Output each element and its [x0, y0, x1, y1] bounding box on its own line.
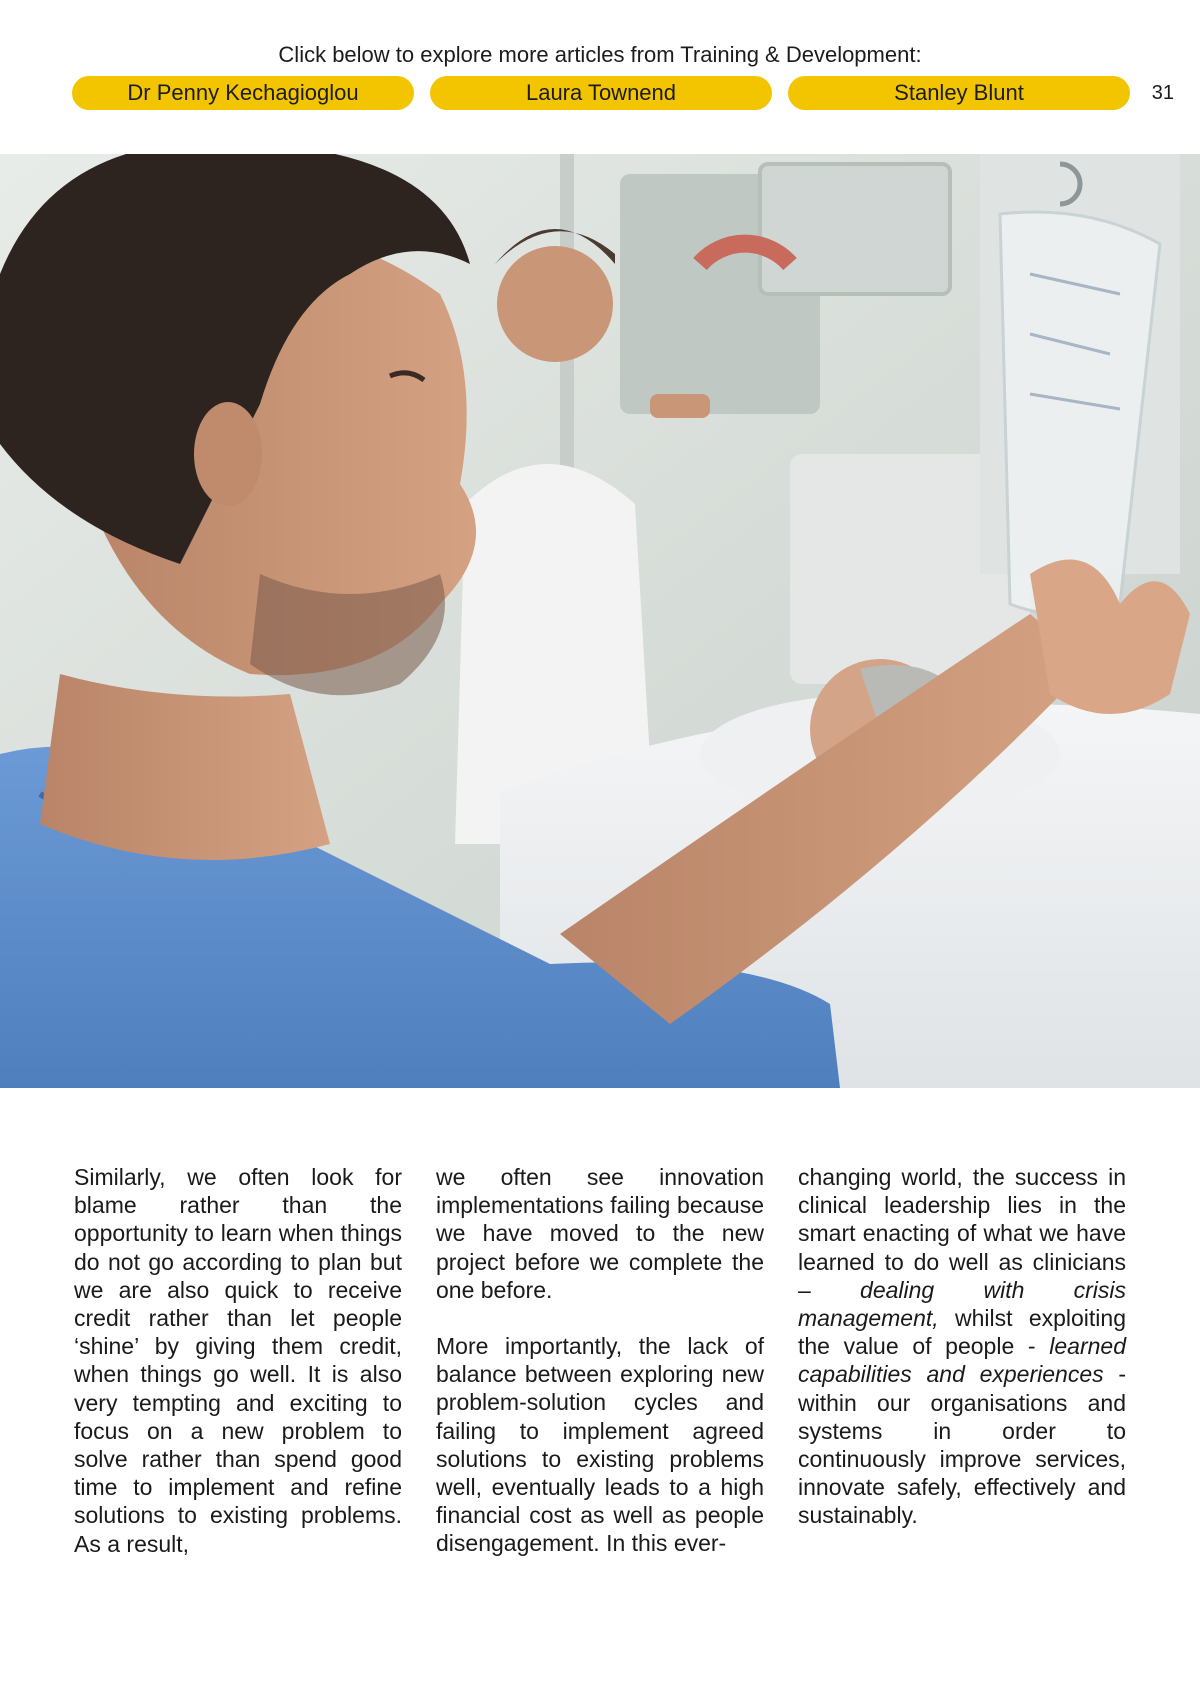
hero-photo [0, 154, 1200, 1088]
article-paragraph: More importantly, the lack of balance between exploring new problem-solution cycles and failing to implement agreed solutions to existing problems well, eventually leads to a high financial cost as well as people disengagement. In this ever- [436, 1333, 764, 1557]
emphasis-text: learned capabilities and experiences [798, 1333, 1126, 1388]
text-segment: changing world, the success in clinical leadership lies in the smart enacting of what we have learned to do well as clinicians – [798, 1164, 1126, 1303]
article-paragraph: Similarly, we often look for blame rather than the opportunity to learn when things do not go according to plan but we are also quick to receive credit rather than let people ‘shine’ by giving them credit, when things go well. It is also very tempting and exciting to focus on a new problem to solve rather than spend good time to implement and refine solutions to existing problems. As a result, [74, 1164, 402, 1557]
article-link-stanley-blunt[interactable]: Stanley Blunt [788, 76, 1130, 110]
page-number: 31 [1151, 82, 1174, 104]
article-paragraph [798, 1163, 1126, 1530]
article-link-laura-townend[interactable]: Laura Townend [430, 76, 772, 110]
article-column-3 [798, 1163, 1126, 1530]
text-segment: whilst exploiting the value of people - [798, 1305, 1126, 1360]
article-link-penny-kechagioglou[interactable]: Dr Penny Kechagioglou [72, 76, 414, 110]
text-segment: - within our organisations and systems in order to continuously improve services, innovate safely, effectively and sustainably. [798, 1361, 1126, 1529]
emphasis-text: dealing with crisis management, [798, 1276, 1126, 1332]
article-paragraph: we often see innovation implementations failing because we have moved to the new project before we complete the one before. [436, 1164, 764, 1303]
articles-caption: Click below to explore more articles from Training & Development: [278, 42, 922, 67]
article-column-1 [74, 1163, 402, 1558]
article-column-2 [436, 1163, 764, 1558]
